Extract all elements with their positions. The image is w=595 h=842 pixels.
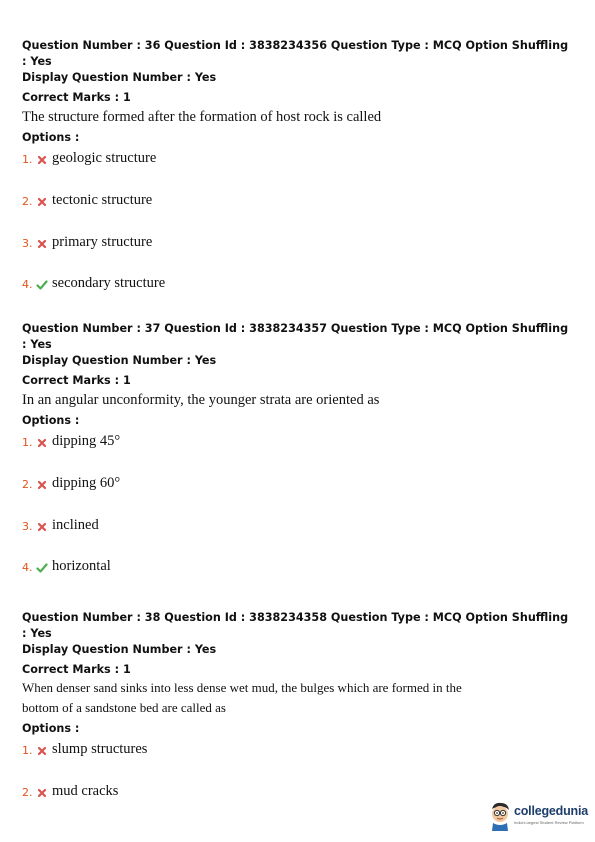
option-2: [22, 471, 120, 491]
options-label: Options :: [22, 722, 80, 735]
logo-tagline: India's largest Student Review Platform: [514, 820, 584, 825]
cross-icon: [36, 478, 48, 490]
cross-icon: [36, 436, 48, 448]
option-text: slump structures: [52, 741, 148, 757]
option-number: 1.: [22, 153, 33, 166]
question-stem-line-2: bottom of a sandstone bed are called as: [22, 700, 226, 715]
option-text: geologic structure: [52, 150, 157, 166]
question-stem-line-1: When denser sand sinks into less dense wet mud, the bulges which are formed in the: [22, 680, 462, 695]
correct-marks: Correct Marks : 1: [22, 91, 131, 104]
question-37: [22, 321, 573, 574]
option-4: [22, 554, 111, 574]
cross-icon: [36, 786, 48, 798]
cross-icon: [36, 237, 48, 249]
question-36: [22, 38, 573, 291]
display-question-number: Display Question Number : Yes: [22, 354, 217, 367]
mascot-icon: [488, 801, 512, 831]
cross-icon: [36, 153, 48, 165]
option-text: dipping 60°: [52, 475, 121, 491]
option-text: tectonic structure: [52, 192, 153, 208]
question-header: Question Number : 37 Question Id : 3838234357 Question Type : MCQ Option Shuffling : Yes: [22, 322, 569, 351]
check-icon: [36, 278, 48, 290]
option-number: 3.: [22, 520, 33, 533]
option-text: mud cracks: [52, 783, 119, 799]
option-text: dipping 45°: [52, 433, 121, 449]
option-number: 3.: [22, 237, 33, 250]
check-icon: [36, 561, 48, 573]
option-1: [22, 146, 156, 166]
option-text: inclined: [52, 517, 99, 533]
question-header: Question Number : 36 Question Id : 3838234356 Question Type : MCQ Option Shuffling : Yes: [22, 39, 569, 68]
option-number: 2.: [22, 478, 33, 491]
cross-icon: [36, 520, 48, 532]
option-3: [22, 513, 99, 533]
option-number: 4.: [22, 278, 33, 291]
option-number: 1.: [22, 436, 33, 449]
option-text: primary structure: [52, 234, 153, 250]
option-4: [22, 271, 165, 291]
display-question-number: Display Question Number : Yes: [22, 643, 217, 656]
cross-icon: [36, 195, 48, 207]
question-38: [22, 610, 573, 799]
option-2: [22, 188, 152, 208]
option-2: [22, 779, 118, 799]
logo-name: collegedunia: [514, 804, 589, 818]
option-3: [22, 230, 152, 250]
question-stem: In an angular unconformity, the younger strata are oriented as: [22, 392, 380, 408]
option-text: secondary structure: [52, 275, 166, 291]
display-question-number: Display Question Number : Yes: [22, 71, 217, 84]
option-number: 4.: [22, 561, 33, 574]
option-number: 2.: [22, 195, 33, 208]
option-text: horizontal: [52, 558, 111, 574]
option-number: 2.: [22, 786, 33, 799]
question-header: Question Number : 38 Question Id : 3838234358 Question Type : MCQ Option Shuffling : Yes: [22, 611, 569, 640]
option-number: 1.: [22, 744, 33, 757]
collegedunia-logo: [488, 801, 588, 833]
correct-marks: Correct Marks : 1: [22, 374, 131, 387]
correct-marks: Correct Marks : 1: [22, 663, 131, 676]
options-label: Options :: [22, 414, 80, 427]
question-stem: The structure formed after the formation of host rock is called: [22, 109, 382, 125]
options-label: Options :: [22, 131, 80, 144]
option-1: [22, 737, 147, 757]
option-1: [22, 429, 120, 449]
cross-icon: [36, 744, 48, 756]
